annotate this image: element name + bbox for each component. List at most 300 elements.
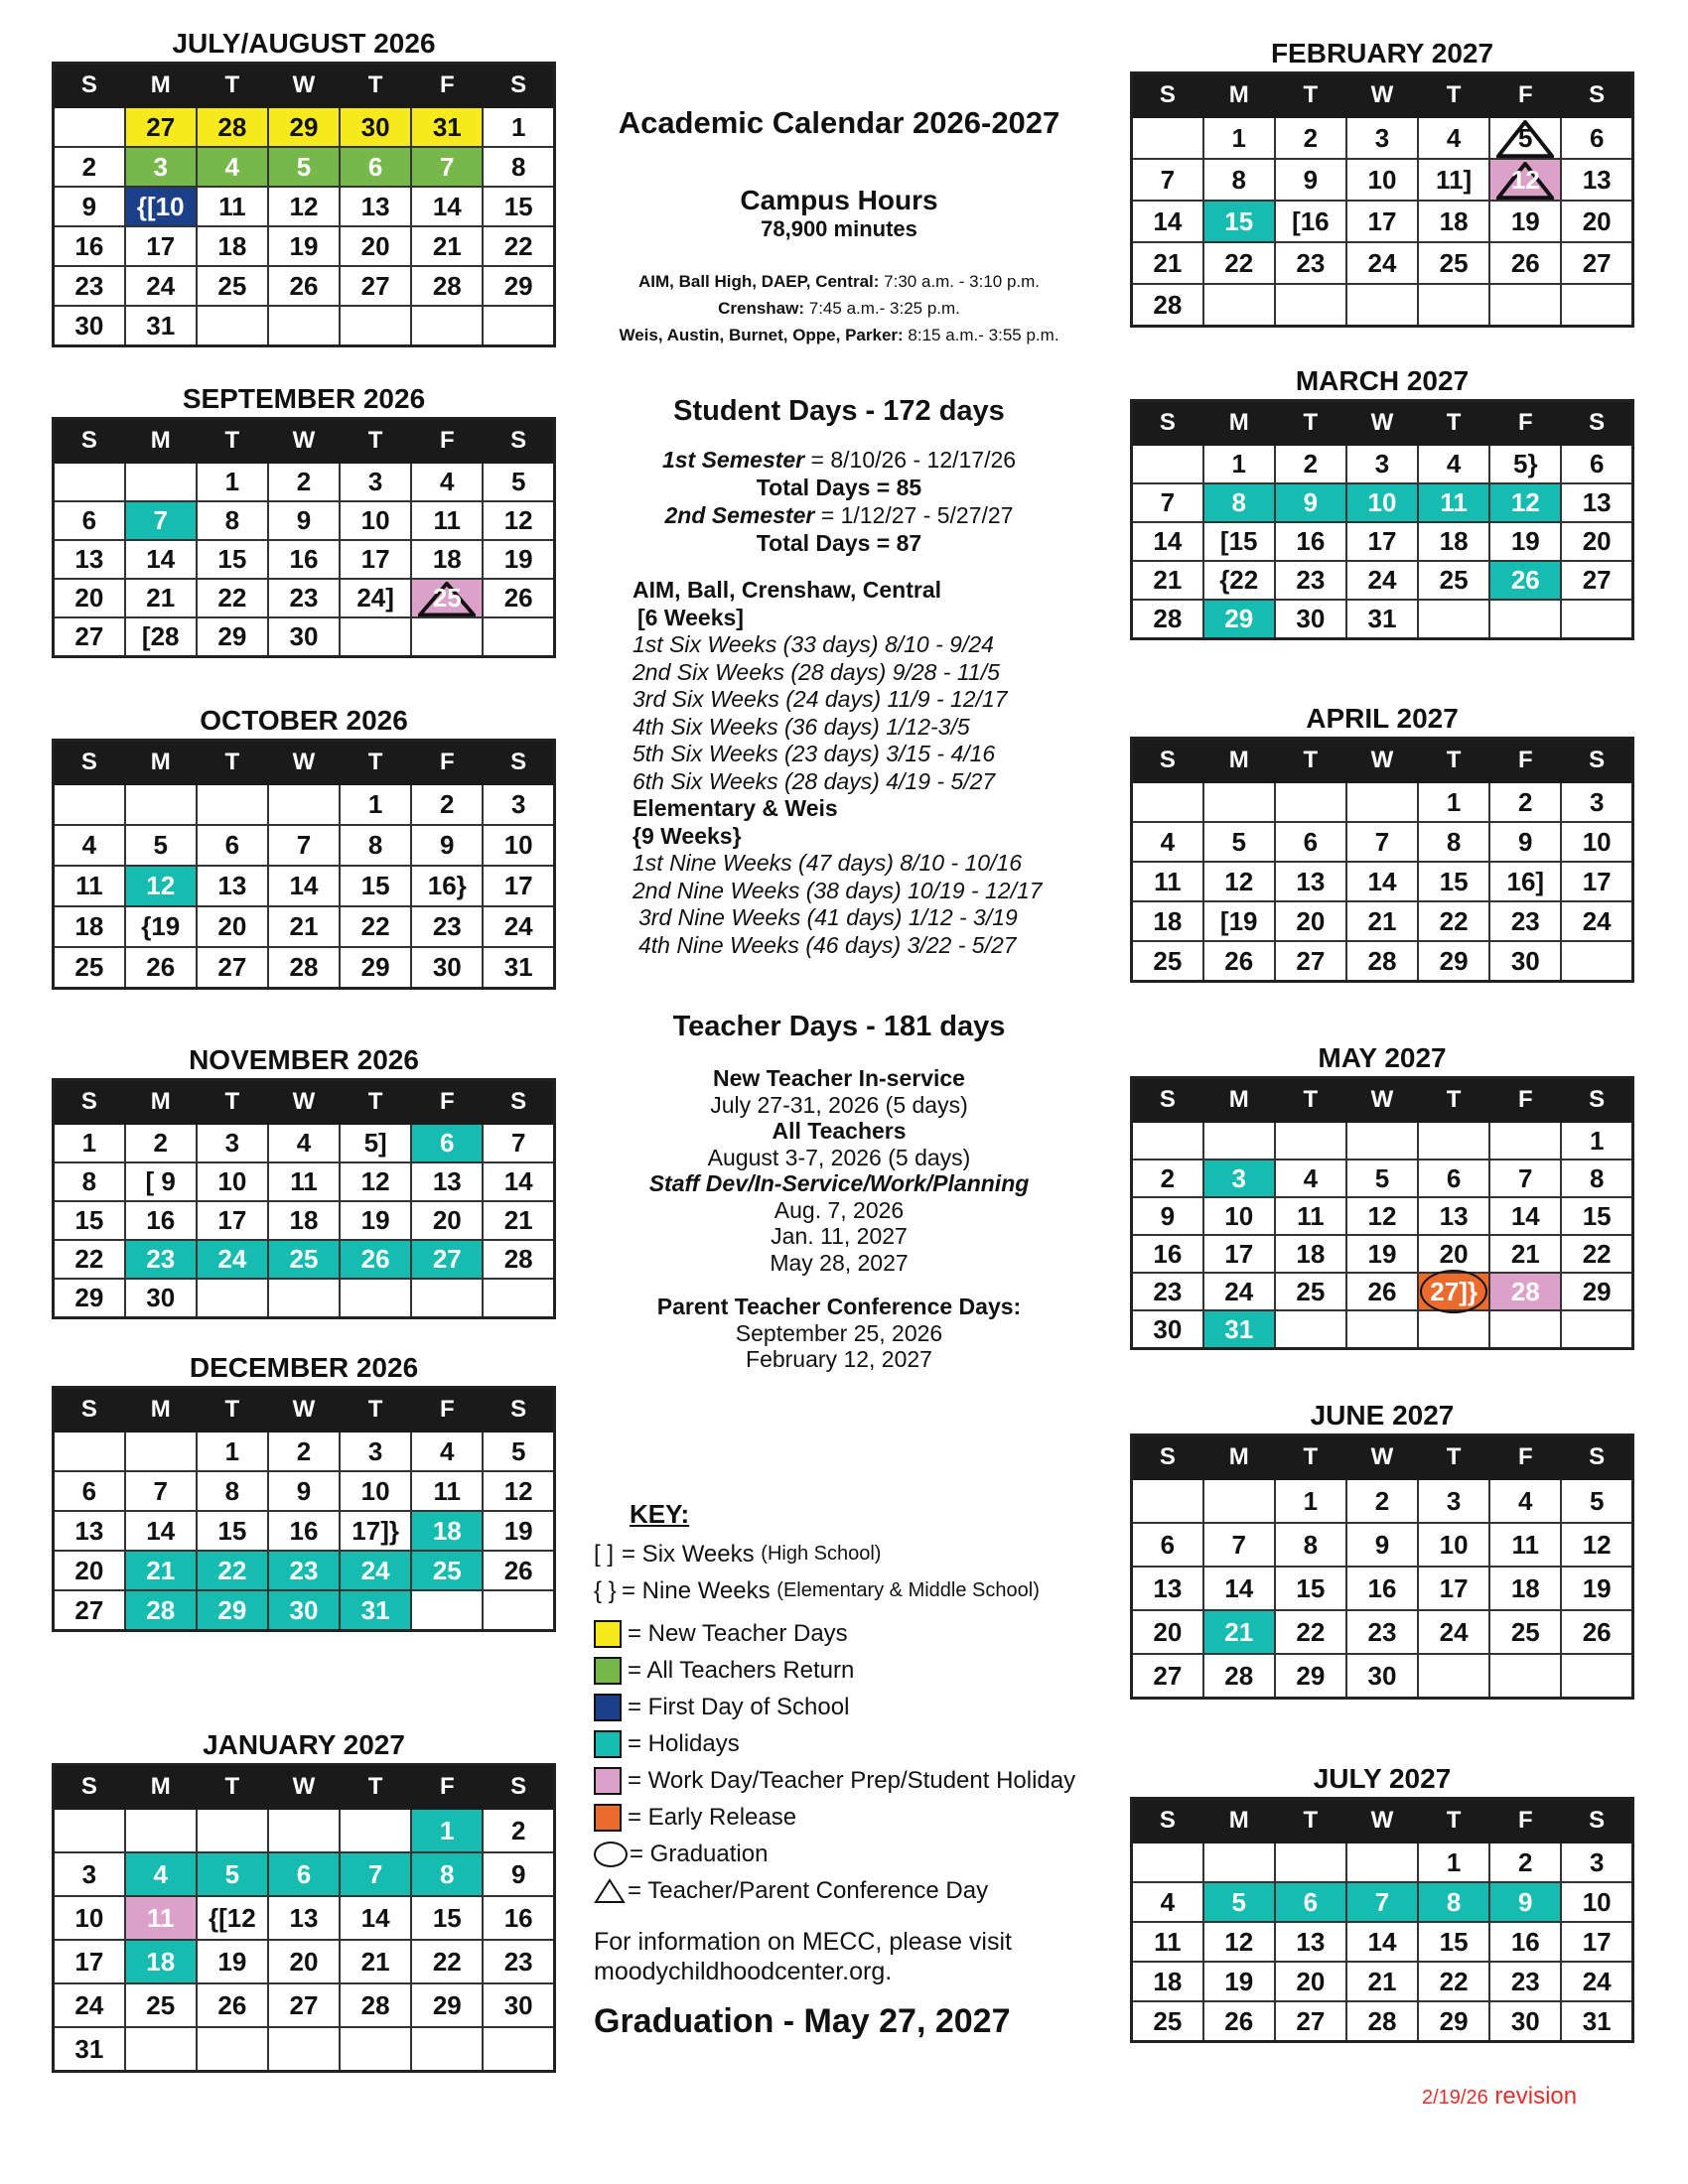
week-row bbox=[54, 579, 555, 617]
day-number: 24 bbox=[1367, 247, 1397, 278]
day-number: 25 bbox=[289, 1244, 319, 1274]
day-number: 28 bbox=[432, 270, 462, 301]
day-number: 26 bbox=[503, 583, 533, 613]
day-cell bbox=[197, 1432, 268, 1471]
day-number: 14 bbox=[1510, 1200, 1540, 1231]
day-number: 15 bbox=[217, 1515, 247, 1546]
week-row bbox=[1132, 1235, 1633, 1273]
weekday-header: T bbox=[197, 741, 268, 785]
weekday-header: T bbox=[1418, 401, 1489, 446]
empty-day-cell bbox=[1346, 284, 1418, 327]
day-number: 10 bbox=[360, 505, 390, 535]
empty-day-cell bbox=[1489, 600, 1561, 639]
month-grid bbox=[1130, 1797, 1634, 2043]
week-row bbox=[1132, 159, 1633, 201]
day-cell bbox=[1489, 117, 1561, 159]
weekday-header: W bbox=[1346, 1799, 1418, 1843]
weekday-header: S bbox=[483, 64, 554, 108]
weekday-header: S bbox=[483, 1388, 554, 1433]
week-row bbox=[1132, 822, 1633, 862]
day-number: 3 bbox=[81, 1858, 97, 1889]
day-number: 20 bbox=[1296, 1966, 1326, 1996]
day-cell bbox=[1346, 561, 1418, 600]
day-cell bbox=[1418, 1479, 1489, 1523]
info-link[interactable]: moodychildhoodcenter.org. bbox=[594, 1958, 893, 1985]
day-cell bbox=[1275, 117, 1346, 159]
day-cell bbox=[483, 947, 554, 989]
day-cell bbox=[268, 266, 340, 306]
day-number: 22 bbox=[360, 911, 390, 941]
week-row bbox=[1132, 445, 1633, 483]
weekday-header: M bbox=[125, 741, 197, 785]
new-teacher-dates: July 27-31, 2026 (5 days) bbox=[710, 1091, 968, 1118]
day-cell bbox=[1132, 201, 1203, 242]
calendar-feb-2027 bbox=[1130, 36, 1634, 328]
weekday-header: S bbox=[1561, 739, 1632, 783]
student-days-block bbox=[581, 395, 1097, 959]
day-cell bbox=[268, 1896, 340, 1940]
day-number: 13 bbox=[1582, 164, 1612, 195]
week-row bbox=[54, 1511, 555, 1551]
day-number: 8 bbox=[367, 830, 383, 860]
day-cell bbox=[340, 1983, 411, 2027]
week-row bbox=[1132, 2001, 1633, 2042]
day-cell bbox=[268, 1471, 340, 1511]
day-number: 7 bbox=[1374, 826, 1390, 857]
day-cell bbox=[1275, 1523, 1346, 1567]
day-number: 2 bbox=[296, 1435, 312, 1466]
day-cell bbox=[197, 501, 268, 540]
empty-day-cell bbox=[340, 617, 411, 657]
empty-day-cell bbox=[1561, 1310, 1632, 1349]
weekday-header: T bbox=[197, 1080, 268, 1125]
day-cell bbox=[1203, 1610, 1275, 1654]
empty-day-cell bbox=[1275, 782, 1346, 822]
day-number: 7 bbox=[1231, 1529, 1246, 1560]
empty-day-cell bbox=[197, 1809, 268, 1852]
day-number: 9 bbox=[1374, 1529, 1390, 1560]
day-number: 5 bbox=[224, 1858, 240, 1889]
weekday-header: S bbox=[1132, 739, 1203, 783]
day-cell bbox=[411, 825, 483, 866]
day-number: 24 bbox=[1582, 905, 1612, 936]
day-cell bbox=[197, 147, 268, 187]
day-cell bbox=[125, 1201, 197, 1240]
day-cell bbox=[411, 1162, 483, 1201]
day-number: 27 bbox=[1296, 945, 1326, 976]
day-cell bbox=[125, 501, 197, 540]
day-cell bbox=[125, 1896, 197, 1940]
day-number: 28 bbox=[1367, 945, 1397, 976]
day-number: 16 bbox=[1153, 1238, 1183, 1269]
day-cell bbox=[1132, 1160, 1203, 1197]
day-cell bbox=[340, 1551, 411, 1590]
week-row bbox=[54, 1852, 555, 1896]
day-number: [19 bbox=[1219, 905, 1258, 936]
day-number: 27 bbox=[432, 1244, 462, 1274]
week-row bbox=[1132, 782, 1633, 822]
day-number: 2 bbox=[1303, 449, 1319, 478]
day-cell bbox=[268, 617, 340, 657]
day-cell bbox=[411, 540, 483, 579]
day-number: 17 bbox=[360, 544, 390, 574]
week-row bbox=[1132, 1479, 1633, 1523]
all-teachers-dates: August 3-7, 2026 (5 days) bbox=[707, 1144, 971, 1170]
week-row bbox=[1132, 522, 1633, 561]
six-weeks-sub: [6 Weeks] bbox=[637, 604, 744, 630]
day-cell bbox=[54, 906, 125, 947]
day-number: 24 bbox=[1224, 1276, 1254, 1306]
weekday-header: F bbox=[411, 419, 483, 464]
weekday-header: T bbox=[197, 64, 268, 108]
day-number: 31 bbox=[1224, 1313, 1254, 1344]
day-cell bbox=[1561, 561, 1632, 600]
day-number: 26 bbox=[217, 1989, 247, 2020]
day-cell bbox=[1346, 1567, 1418, 1610]
day-number: 18 bbox=[1439, 526, 1469, 556]
day-cell bbox=[1346, 1235, 1418, 1273]
teal-swatch-icon bbox=[594, 1730, 622, 1758]
day-cell bbox=[1346, 1197, 1418, 1235]
weekday-header: S bbox=[1132, 401, 1203, 446]
day-cell bbox=[340, 906, 411, 947]
day-number: 16] bbox=[1506, 866, 1545, 896]
day-number: 13 bbox=[432, 1166, 462, 1196]
day-number: 31 bbox=[74, 2033, 104, 2064]
day-cell bbox=[1561, 445, 1632, 483]
day-cell bbox=[1346, 201, 1418, 242]
empty-day-cell bbox=[125, 1432, 197, 1471]
legend-all-teachers: = All Teachers Return bbox=[594, 1652, 1110, 1689]
info-text: For information on MECC, please visit bbox=[594, 1928, 1012, 1956]
week-row bbox=[1132, 1160, 1633, 1197]
empty-day-cell bbox=[411, 1590, 483, 1631]
day-cell bbox=[1489, 483, 1561, 522]
day-number: 2 bbox=[1303, 122, 1319, 153]
day-number: 6 bbox=[1589, 449, 1605, 478]
day-number: 12 bbox=[1510, 164, 1540, 195]
day-number: 25 bbox=[1439, 565, 1469, 595]
day-number: 23 bbox=[1153, 1276, 1183, 1306]
week-row bbox=[54, 540, 555, 579]
day-cell bbox=[483, 825, 554, 866]
weekday-header-row bbox=[54, 1765, 555, 1810]
day-cell bbox=[125, 1279, 197, 1318]
day-number: 18 bbox=[432, 1515, 462, 1546]
day-cell bbox=[1489, 1523, 1561, 1567]
day-number: 30 bbox=[74, 310, 104, 341]
day-number: 29 bbox=[74, 1283, 104, 1312]
day-number: 30 bbox=[360, 111, 390, 142]
day-cell bbox=[411, 1511, 483, 1551]
day-cell bbox=[483, 1511, 554, 1551]
day-cell bbox=[54, 1590, 125, 1631]
day-cell bbox=[1418, 1523, 1489, 1567]
day-number: 30 bbox=[1367, 1660, 1397, 1691]
day-number: 4 bbox=[1446, 122, 1462, 153]
weekday-header: T bbox=[197, 1388, 268, 1433]
day-number: 30 bbox=[1296, 604, 1326, 633]
empty-day-cell bbox=[268, 306, 340, 346]
day-number: 7 bbox=[1518, 1162, 1533, 1193]
day-cell bbox=[54, 1279, 125, 1318]
day-number: 2 bbox=[81, 151, 97, 182]
empty-day-cell bbox=[1346, 1310, 1418, 1349]
week-row bbox=[1132, 1882, 1633, 1922]
day-cell bbox=[54, 866, 125, 906]
day-number: 5 bbox=[1231, 826, 1246, 857]
day-number: 7 bbox=[1160, 164, 1176, 195]
week-row bbox=[54, 501, 555, 540]
day-number: 27 bbox=[146, 111, 176, 142]
day-number: 2 bbox=[510, 1815, 526, 1845]
day-number: 13 bbox=[1439, 1200, 1469, 1231]
day-number: 16 bbox=[1296, 526, 1326, 556]
legend-six-weeks: [ ] = Six Weeks (High School) bbox=[594, 1540, 882, 1568]
week-row bbox=[1132, 1654, 1633, 1699]
day-number: 25 bbox=[1510, 1616, 1540, 1647]
day-number: 18 bbox=[146, 1946, 176, 1977]
empty-day-cell bbox=[1346, 782, 1418, 822]
day-cell bbox=[1418, 159, 1489, 201]
empty-day-cell bbox=[1203, 1843, 1275, 1882]
day-number: 3 bbox=[510, 789, 526, 819]
calendar-jan-2027 bbox=[52, 1727, 556, 2073]
day-cell bbox=[1132, 284, 1203, 327]
week-row bbox=[54, 226, 555, 266]
day-cell bbox=[340, 187, 411, 226]
day-cell bbox=[197, 1201, 268, 1240]
day-cell bbox=[1418, 242, 1489, 284]
day-cell bbox=[1275, 862, 1346, 901]
day-cell bbox=[1561, 782, 1632, 822]
day-number: 20 bbox=[1582, 205, 1612, 236]
empty-day-cell bbox=[1561, 600, 1632, 639]
day-cell bbox=[1561, 1273, 1632, 1310]
day-number: 2 bbox=[440, 789, 455, 819]
empty-day-cell bbox=[1132, 1479, 1203, 1523]
day-number: 20 bbox=[1153, 1616, 1183, 1647]
weekday-header: F bbox=[411, 1080, 483, 1125]
month-title: JULY/AUGUST 2026 bbox=[172, 28, 436, 59]
day-cell bbox=[1561, 1197, 1632, 1235]
day-cell bbox=[197, 1240, 268, 1279]
day-cell bbox=[125, 226, 197, 266]
day-cell bbox=[340, 947, 411, 989]
six-weeks-item: 6th Six Weeks (28 days) 4/19 - 5/27 bbox=[633, 767, 996, 794]
day-cell bbox=[483, 147, 554, 187]
week-row bbox=[54, 187, 555, 226]
week-row bbox=[54, 1896, 555, 1940]
legend-graduation: = Graduation bbox=[594, 1836, 1110, 1872]
day-cell bbox=[197, 579, 268, 617]
day-cell bbox=[1489, 822, 1561, 862]
legend-nine-weeks: { } = Nine Weeks (Elementary & Middle School) bbox=[594, 1576, 1040, 1604]
day-number: 30 bbox=[1510, 945, 1540, 976]
empty-day-cell bbox=[1489, 1654, 1561, 1699]
day-number: 11 bbox=[218, 191, 246, 221]
day-cell bbox=[54, 2027, 125, 2072]
day-cell bbox=[483, 1432, 554, 1471]
day-cell bbox=[483, 1940, 554, 1983]
empty-day-cell bbox=[340, 1279, 411, 1318]
day-cell bbox=[268, 825, 340, 866]
day-cell bbox=[54, 187, 125, 226]
day-number: 8 bbox=[1446, 1886, 1462, 1917]
day-number: 13 bbox=[360, 191, 390, 221]
campus-hours-title: Campus Hours bbox=[740, 185, 938, 215]
day-number: 6 bbox=[1446, 1162, 1462, 1193]
day-cell bbox=[268, 107, 340, 147]
calendar-apr-2027 bbox=[1130, 701, 1634, 983]
day-number: 7 bbox=[510, 1128, 526, 1158]
day-number: 28 bbox=[503, 1244, 533, 1274]
day-cell bbox=[268, 1162, 340, 1201]
day-number: 10 bbox=[1582, 1886, 1612, 1917]
day-number: 21 bbox=[146, 583, 176, 613]
day-number: 23 bbox=[1296, 247, 1326, 278]
day-number: 10 bbox=[503, 830, 533, 860]
week-row bbox=[54, 2027, 555, 2072]
day-cell bbox=[54, 1124, 125, 1162]
day-cell bbox=[1346, 822, 1418, 862]
day-cell bbox=[483, 540, 554, 579]
day-number: 15 bbox=[1296, 1572, 1326, 1603]
day-cell bbox=[483, 187, 554, 226]
day-number: 11 bbox=[433, 505, 462, 535]
day-cell bbox=[340, 501, 411, 540]
day-number: 17]} bbox=[352, 1515, 399, 1546]
day-cell bbox=[1203, 201, 1275, 242]
week-row bbox=[54, 947, 555, 989]
revision-date: 2/19/26 bbox=[1422, 2087, 1488, 2109]
day-cell bbox=[1346, 159, 1418, 201]
day-cell bbox=[1561, 242, 1632, 284]
weekday-header: M bbox=[1203, 739, 1275, 783]
weekday-header: S bbox=[54, 1765, 125, 1810]
day-number: 9 bbox=[1303, 487, 1319, 517]
day-cell bbox=[1275, 1197, 1346, 1235]
day-number: 27 bbox=[217, 952, 247, 982]
day-number: 24 bbox=[1367, 565, 1397, 595]
day-number: 22 bbox=[1582, 1238, 1612, 1269]
weekday-header: M bbox=[1203, 1799, 1275, 1843]
teacher-days-block bbox=[581, 1011, 1097, 1373]
day-number: 2 bbox=[1374, 1485, 1390, 1516]
week-row bbox=[54, 1162, 555, 1201]
day-cell bbox=[1418, 822, 1489, 862]
day-number: 3 bbox=[1374, 122, 1390, 153]
day-number: 4 bbox=[440, 467, 455, 496]
week-row bbox=[54, 1983, 555, 2027]
weekday-header: S bbox=[1132, 1078, 1203, 1123]
day-cell bbox=[340, 825, 411, 866]
calendar-jun-2027 bbox=[1130, 1398, 1634, 1700]
day-number: 28 bbox=[1153, 604, 1183, 633]
empty-day-cell bbox=[125, 2027, 197, 2072]
day-cell bbox=[411, 1201, 483, 1240]
day-number: 20 bbox=[1296, 905, 1326, 936]
week-row bbox=[54, 617, 555, 657]
day-number: 29 bbox=[1582, 1276, 1612, 1306]
day-number: 7 bbox=[153, 1475, 168, 1506]
empty-day-cell bbox=[54, 107, 125, 147]
month-title: DECEMBER 2026 bbox=[189, 1352, 419, 1383]
day-cell bbox=[1346, 117, 1418, 159]
day-cell bbox=[54, 947, 125, 989]
calendar-jul-2027 bbox=[1130, 1761, 1634, 2043]
day-cell bbox=[1203, 901, 1275, 941]
day-number: 26 bbox=[503, 1555, 533, 1585]
week-row bbox=[1132, 901, 1633, 941]
weekday-header: T bbox=[340, 1388, 411, 1433]
day-cell bbox=[340, 784, 411, 825]
day-cell bbox=[411, 1124, 483, 1162]
orange-swatch-icon bbox=[594, 1804, 622, 1832]
day-number: 25 bbox=[432, 583, 462, 613]
day-number: 24 bbox=[360, 1555, 390, 1585]
day-number: 19 bbox=[1510, 526, 1540, 556]
day-number: 2 bbox=[296, 467, 312, 496]
semester-2: 2nd Semester = 1/12/27 - 5/27/27 bbox=[664, 502, 1014, 528]
empty-day-cell bbox=[1561, 284, 1632, 327]
weekday-header: F bbox=[1489, 401, 1561, 446]
day-number: 30 bbox=[1510, 2005, 1540, 2036]
day-number: 5 bbox=[510, 467, 526, 496]
day-cell bbox=[1561, 1567, 1632, 1610]
day-number: 2 bbox=[1518, 1846, 1533, 1877]
day-cell bbox=[268, 1124, 340, 1162]
weekday-header: T bbox=[340, 419, 411, 464]
day-number: 29 bbox=[360, 952, 390, 982]
six-weeks-item: 5th Six Weeks (23 days) 3/15 - 4/16 bbox=[633, 741, 996, 766]
day-cell bbox=[1203, 1235, 1275, 1273]
day-number: 8 bbox=[510, 151, 526, 182]
day-number: 20 bbox=[74, 583, 104, 613]
conference-date: February 12, 2027 bbox=[746, 1346, 932, 1372]
day-number: 11 bbox=[1511, 1529, 1540, 1560]
week-row bbox=[54, 1240, 555, 1279]
empty-day-cell bbox=[268, 1279, 340, 1318]
day-number: 30 bbox=[503, 1989, 533, 2020]
day-cell bbox=[1275, 941, 1346, 982]
week-row bbox=[1132, 117, 1633, 159]
day-cell bbox=[1203, 1310, 1275, 1349]
day-cell bbox=[1418, 445, 1489, 483]
weekday-header: S bbox=[54, 741, 125, 785]
day-cell bbox=[1418, 1273, 1489, 1310]
six-weeks-item: 3rd Six Weeks (24 days) 11/9 - 12/17 bbox=[633, 686, 1008, 712]
empty-day-cell bbox=[1561, 941, 1632, 982]
day-cell bbox=[1203, 1197, 1275, 1235]
weekday-header: S bbox=[54, 1388, 125, 1433]
day-cell bbox=[1489, 1610, 1561, 1654]
day-cell bbox=[483, 1471, 554, 1511]
month-grid bbox=[1130, 737, 1634, 983]
day-cell bbox=[1561, 201, 1632, 242]
week-row bbox=[1132, 1273, 1633, 1310]
day-cell bbox=[54, 1852, 125, 1896]
teacher-days-title: Teacher Days - 181 days bbox=[672, 1011, 1006, 1042]
day-cell bbox=[1346, 1273, 1418, 1310]
day-cell bbox=[125, 579, 197, 617]
day-number: 20 bbox=[74, 1555, 104, 1585]
day-cell bbox=[1489, 1922, 1561, 1962]
day-cell bbox=[1489, 1160, 1561, 1197]
empty-day-cell bbox=[1275, 1122, 1346, 1160]
day-cell bbox=[268, 1852, 340, 1896]
empty-day-cell bbox=[1346, 1122, 1418, 1160]
